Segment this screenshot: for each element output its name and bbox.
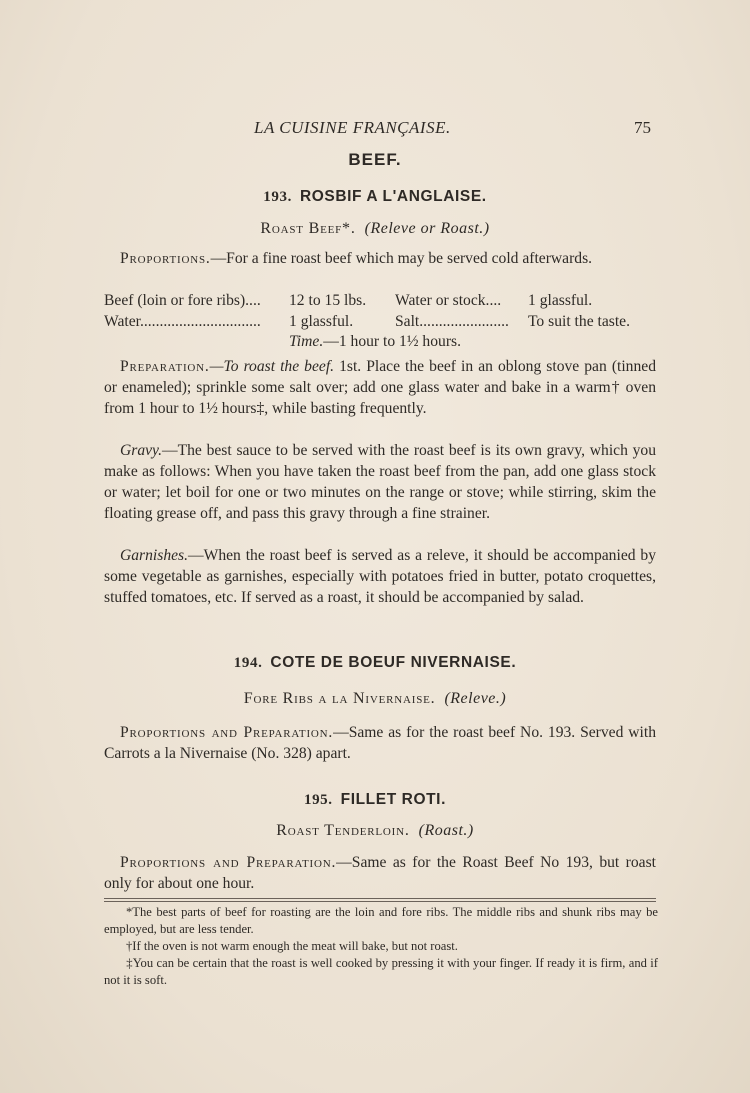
ingredient-row-1	[104, 292, 656, 312]
recipe-193-heading	[0, 188, 750, 206]
proportions-text: —For a fine roast beef which may be served cold afterwards.	[210, 250, 593, 267]
proportions-preparation-text: —Same as for the roast beef No. 193. Served with Carrots a la Nivernaise (No. 328) apart.	[104, 724, 656, 762]
page-header	[0, 118, 750, 140]
recipe-194-paragraph	[104, 722, 656, 764]
ingredient-name: Beef (loin or fore ribs)....	[104, 292, 261, 309]
recipe-english-name: Fore Ribs a la Nivernaise.	[243, 690, 436, 707]
recipe-193-subtitle	[0, 220, 750, 238]
footnote-rule	[104, 898, 656, 899]
ingredient-row-2	[104, 313, 656, 333]
recipe-course: (Roast.)	[418, 822, 474, 839]
recipe-195-heading	[0, 791, 750, 809]
proportions-preparation-text: —Same as for the Roast Beef No 193, but roast only for about one hour.	[104, 854, 656, 892]
garnishes-paragraph	[104, 545, 656, 608]
time-line	[0, 333, 750, 351]
preparation-label: Preparation.	[120, 358, 210, 375]
footnote-2: †If the oven is not warm enough the meat will bake, but not roast.	[126, 939, 458, 953]
ingredient-name: Water or stock....	[395, 292, 502, 309]
recipe-title: COTE DE BOEUF NIVERNAISE.	[270, 654, 517, 671]
garnishes-text: —When the roast beef is served as a releve, it should be accompanied by some vegetable as garnishes, especially with potatoes fried in butter, potato croquettes, stuffed tomatoes, etc. If served as a roast, it should be accompanied by salad.	[104, 547, 656, 606]
preparation-text: 1st. Place the beef in an oblong stove pan (tinned or enameled); sprinkle some salt over; add one glass water and bake in a warm† oven from 1 hour to 1½ hours‡, while basting frequently.	[104, 358, 656, 417]
section-title: BEEF.	[348, 150, 402, 169]
recipe-english-name: Roast Beef*.	[260, 220, 356, 237]
gravy-paragraph	[104, 440, 656, 524]
garnishes-label: Garnishes.	[120, 547, 189, 564]
running-title: LA CUISINE FRANÇAISE.	[254, 118, 451, 137]
recipe-195-paragraph	[104, 852, 656, 894]
time-label: Time.	[289, 333, 324, 350]
ingredient-qty: 1 glassful.	[289, 313, 354, 330]
recipe-number: 195.	[303, 792, 333, 808]
gravy-label: Gravy.	[120, 442, 163, 459]
recipe-194-heading	[0, 654, 750, 672]
recipe-194-subtitle	[0, 690, 750, 708]
gravy-text: —The best sauce to be served with the roast beef is its own gravy, which you make as follows: When you have taken the roast beef from the pan, add one glass stock or water; let boil for one or two minutes on the range or stove; while stirring, skim the floating grease off, and pass this gravy through a fine strainer.	[104, 442, 656, 522]
ingredient-name: Water...............................	[104, 313, 261, 330]
preparation-paragraph	[104, 356, 656, 419]
footnote-1: *The best parts of beef for roasting are the loin and fore ribs. The middle ribs and shunk ribs may be employed, but are less tender.	[104, 905, 658, 936]
proportions-paragraph	[104, 248, 656, 269]
recipe-195-subtitle	[0, 822, 750, 840]
recipe-english-name: Roast Tenderloin.	[276, 822, 410, 839]
proportions-preparation-label: Proportions and Preparation.	[120, 854, 337, 871]
recipe-course: (Releve or Roast.)	[364, 220, 490, 237]
footnote-rule	[104, 901, 656, 902]
page-number: 75	[634, 118, 651, 137]
proportions-preparation-label: Proportions and Preparation.	[120, 724, 334, 741]
ingredient-name: Salt.......................	[395, 313, 509, 330]
footnote-3: ‡You can be certain that the roast is well cooked by pressing it with your finger. If ready it is firm, and if not it is soft.	[104, 956, 658, 987]
recipe-title: ROSBIF A L'ANGLAISE.	[299, 188, 487, 205]
recipe-title: FILLET ROTI.	[340, 791, 446, 808]
recipe-course: (Releve.)	[444, 690, 507, 707]
ingredient-qty: 1 glassful.	[528, 292, 593, 309]
ingredient-qty: To suit the taste.	[528, 313, 630, 330]
recipe-number: 193.	[263, 189, 292, 205]
preparation-subtitle: —To roast the beef.	[209, 358, 335, 375]
proportions-label: Proportions.	[120, 250, 211, 267]
ingredient-qty: 12 to 15 lbs.	[289, 292, 367, 309]
time-text: —1 hour to 1½ hours.	[323, 333, 461, 350]
recipe-number: 194.	[233, 655, 263, 671]
